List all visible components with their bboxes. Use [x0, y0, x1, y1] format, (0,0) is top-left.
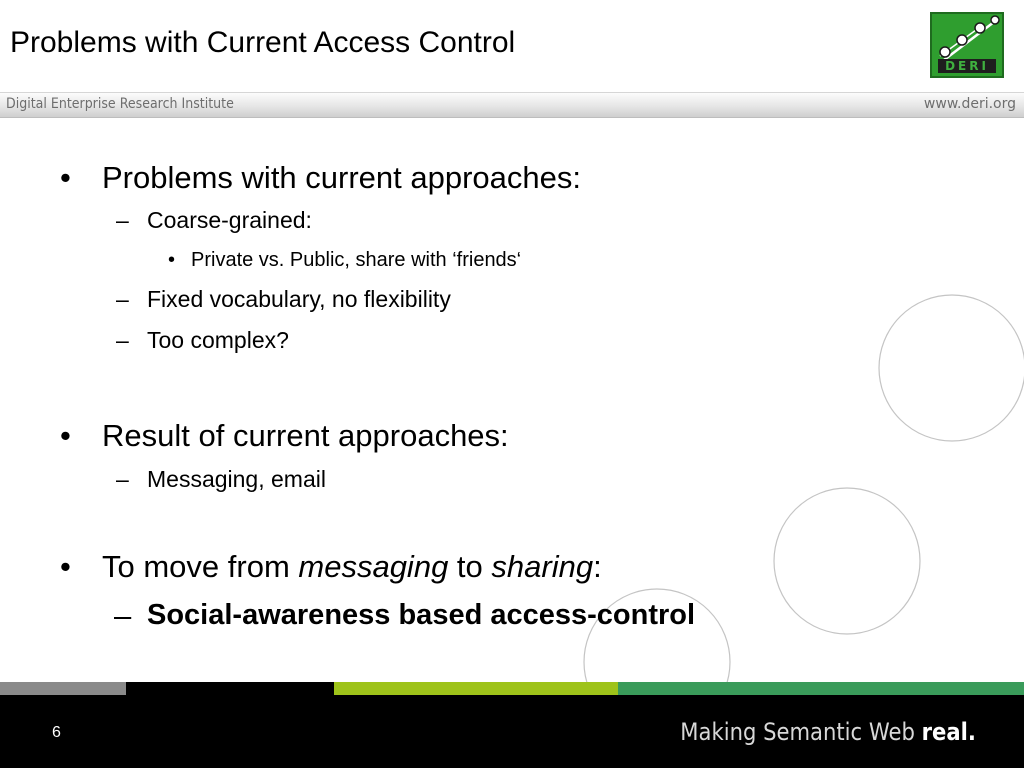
tagline-bold: real. [921, 718, 976, 746]
tagline-prefix: Making Semantic Web [680, 718, 922, 746]
text-part: to [448, 549, 492, 584]
sub-coarse-grained: Coarse-grained: [147, 207, 312, 233]
emphasis-messaging: messaging [298, 549, 449, 584]
footer-tagline [680, 718, 976, 746]
sub-social-awareness: Social-awareness based access-control [147, 599, 696, 631]
footer-bar [0, 682, 1024, 768]
dash-marker: – [116, 327, 129, 353]
bullet-marker: • [60, 549, 71, 584]
text-part: : [593, 549, 602, 584]
footer-stripe-gray [0, 682, 126, 695]
emphasis-sharing: sharing [491, 549, 594, 584]
footer-stripe-black [126, 682, 334, 695]
page-number: 6 [52, 724, 61, 741]
bullet-marker: • [60, 160, 71, 195]
bullet-move-to-sharing [102, 549, 602, 585]
footer-stripe-green [618, 682, 1024, 695]
dash-marker: – [116, 207, 129, 233]
logo-text: DERI [938, 59, 996, 73]
institute-name: Digital Enterprise Research Institute [6, 96, 234, 112]
sub-fixed-vocabulary: Fixed vocabulary, no flexibility [147, 286, 451, 312]
website-url: www.deri.org [923, 96, 1016, 112]
sub-too-complex: Too complex? [147, 327, 289, 353]
dash-marker: – [116, 466, 129, 492]
dash-marker: – [114, 598, 132, 633]
bullet-marker: • [60, 418, 71, 453]
bullet-result: Result of current approaches: [102, 418, 509, 453]
footer-stripe-lime [334, 682, 618, 695]
sub-messaging-email: Messaging, email [147, 466, 326, 492]
text-part: To move from [102, 549, 299, 584]
bullet-problems: Problems with current approaches: [102, 160, 582, 195]
dash-marker: – [116, 286, 129, 312]
bullet-marker: • [168, 249, 176, 271]
subsub-private-public: Private vs. Public, share with ‘friends‘ [191, 249, 522, 271]
slide-title: Problems with Current Access Control [10, 26, 516, 59]
